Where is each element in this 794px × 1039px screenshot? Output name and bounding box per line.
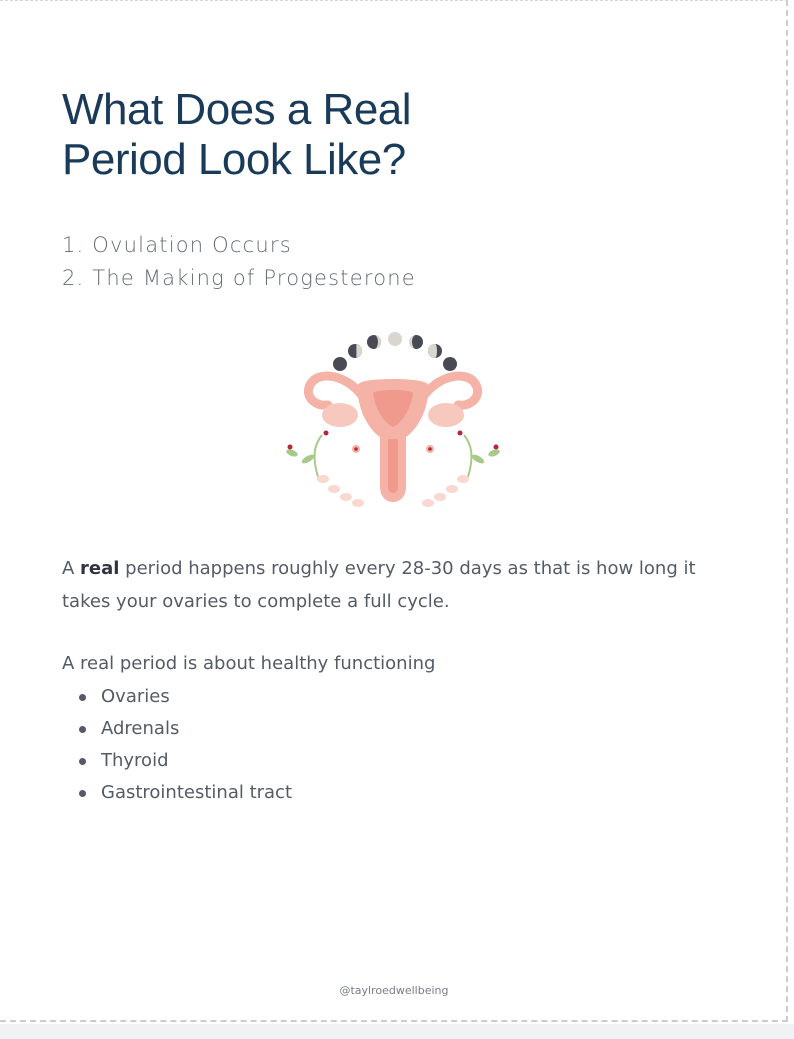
moon-phases-icon (333, 332, 457, 371)
list-item (78, 745, 292, 777)
paragraph-prefix: A (62, 558, 81, 579)
title-line-2: Period Look Like? (62, 135, 406, 184)
intro-paragraph (62, 552, 722, 618)
uterus-illustration (278, 327, 508, 517)
list-item-text: Gastrointestinal tract (101, 782, 293, 803)
bullet-icon (79, 758, 86, 765)
list-item (78, 713, 292, 745)
bullet-icon (79, 790, 86, 797)
bullet-list (78, 681, 292, 809)
footer-handle: @taylroedwellbeing (339, 984, 449, 997)
bullet-icon (79, 726, 86, 733)
list-item-text: Adrenals (101, 718, 180, 739)
steps-list (62, 229, 416, 295)
bullet-icon (79, 694, 86, 701)
list-intro: A real period is about healthy functioning (62, 653, 436, 674)
list-item (78, 777, 292, 809)
page-title (62, 85, 411, 185)
paragraph-text: period happens roughly every 28-30 days as that is how long it takes your ovaries to complete a full cycle. (62, 558, 696, 612)
list-item (78, 681, 292, 713)
list-item-text: Thyroid (101, 750, 169, 771)
uterus-icon (308, 376, 477, 502)
paragraph-emphasis: real (80, 558, 120, 579)
title-line-1: What Does a Real (62, 85, 412, 134)
list-item-text: Ovaries (101, 686, 170, 707)
step-item: 1. Ovulation Occurs (62, 233, 292, 257)
step-item: 2. The Making of Progesterone (62, 266, 416, 290)
page-gap (0, 1024, 794, 1039)
